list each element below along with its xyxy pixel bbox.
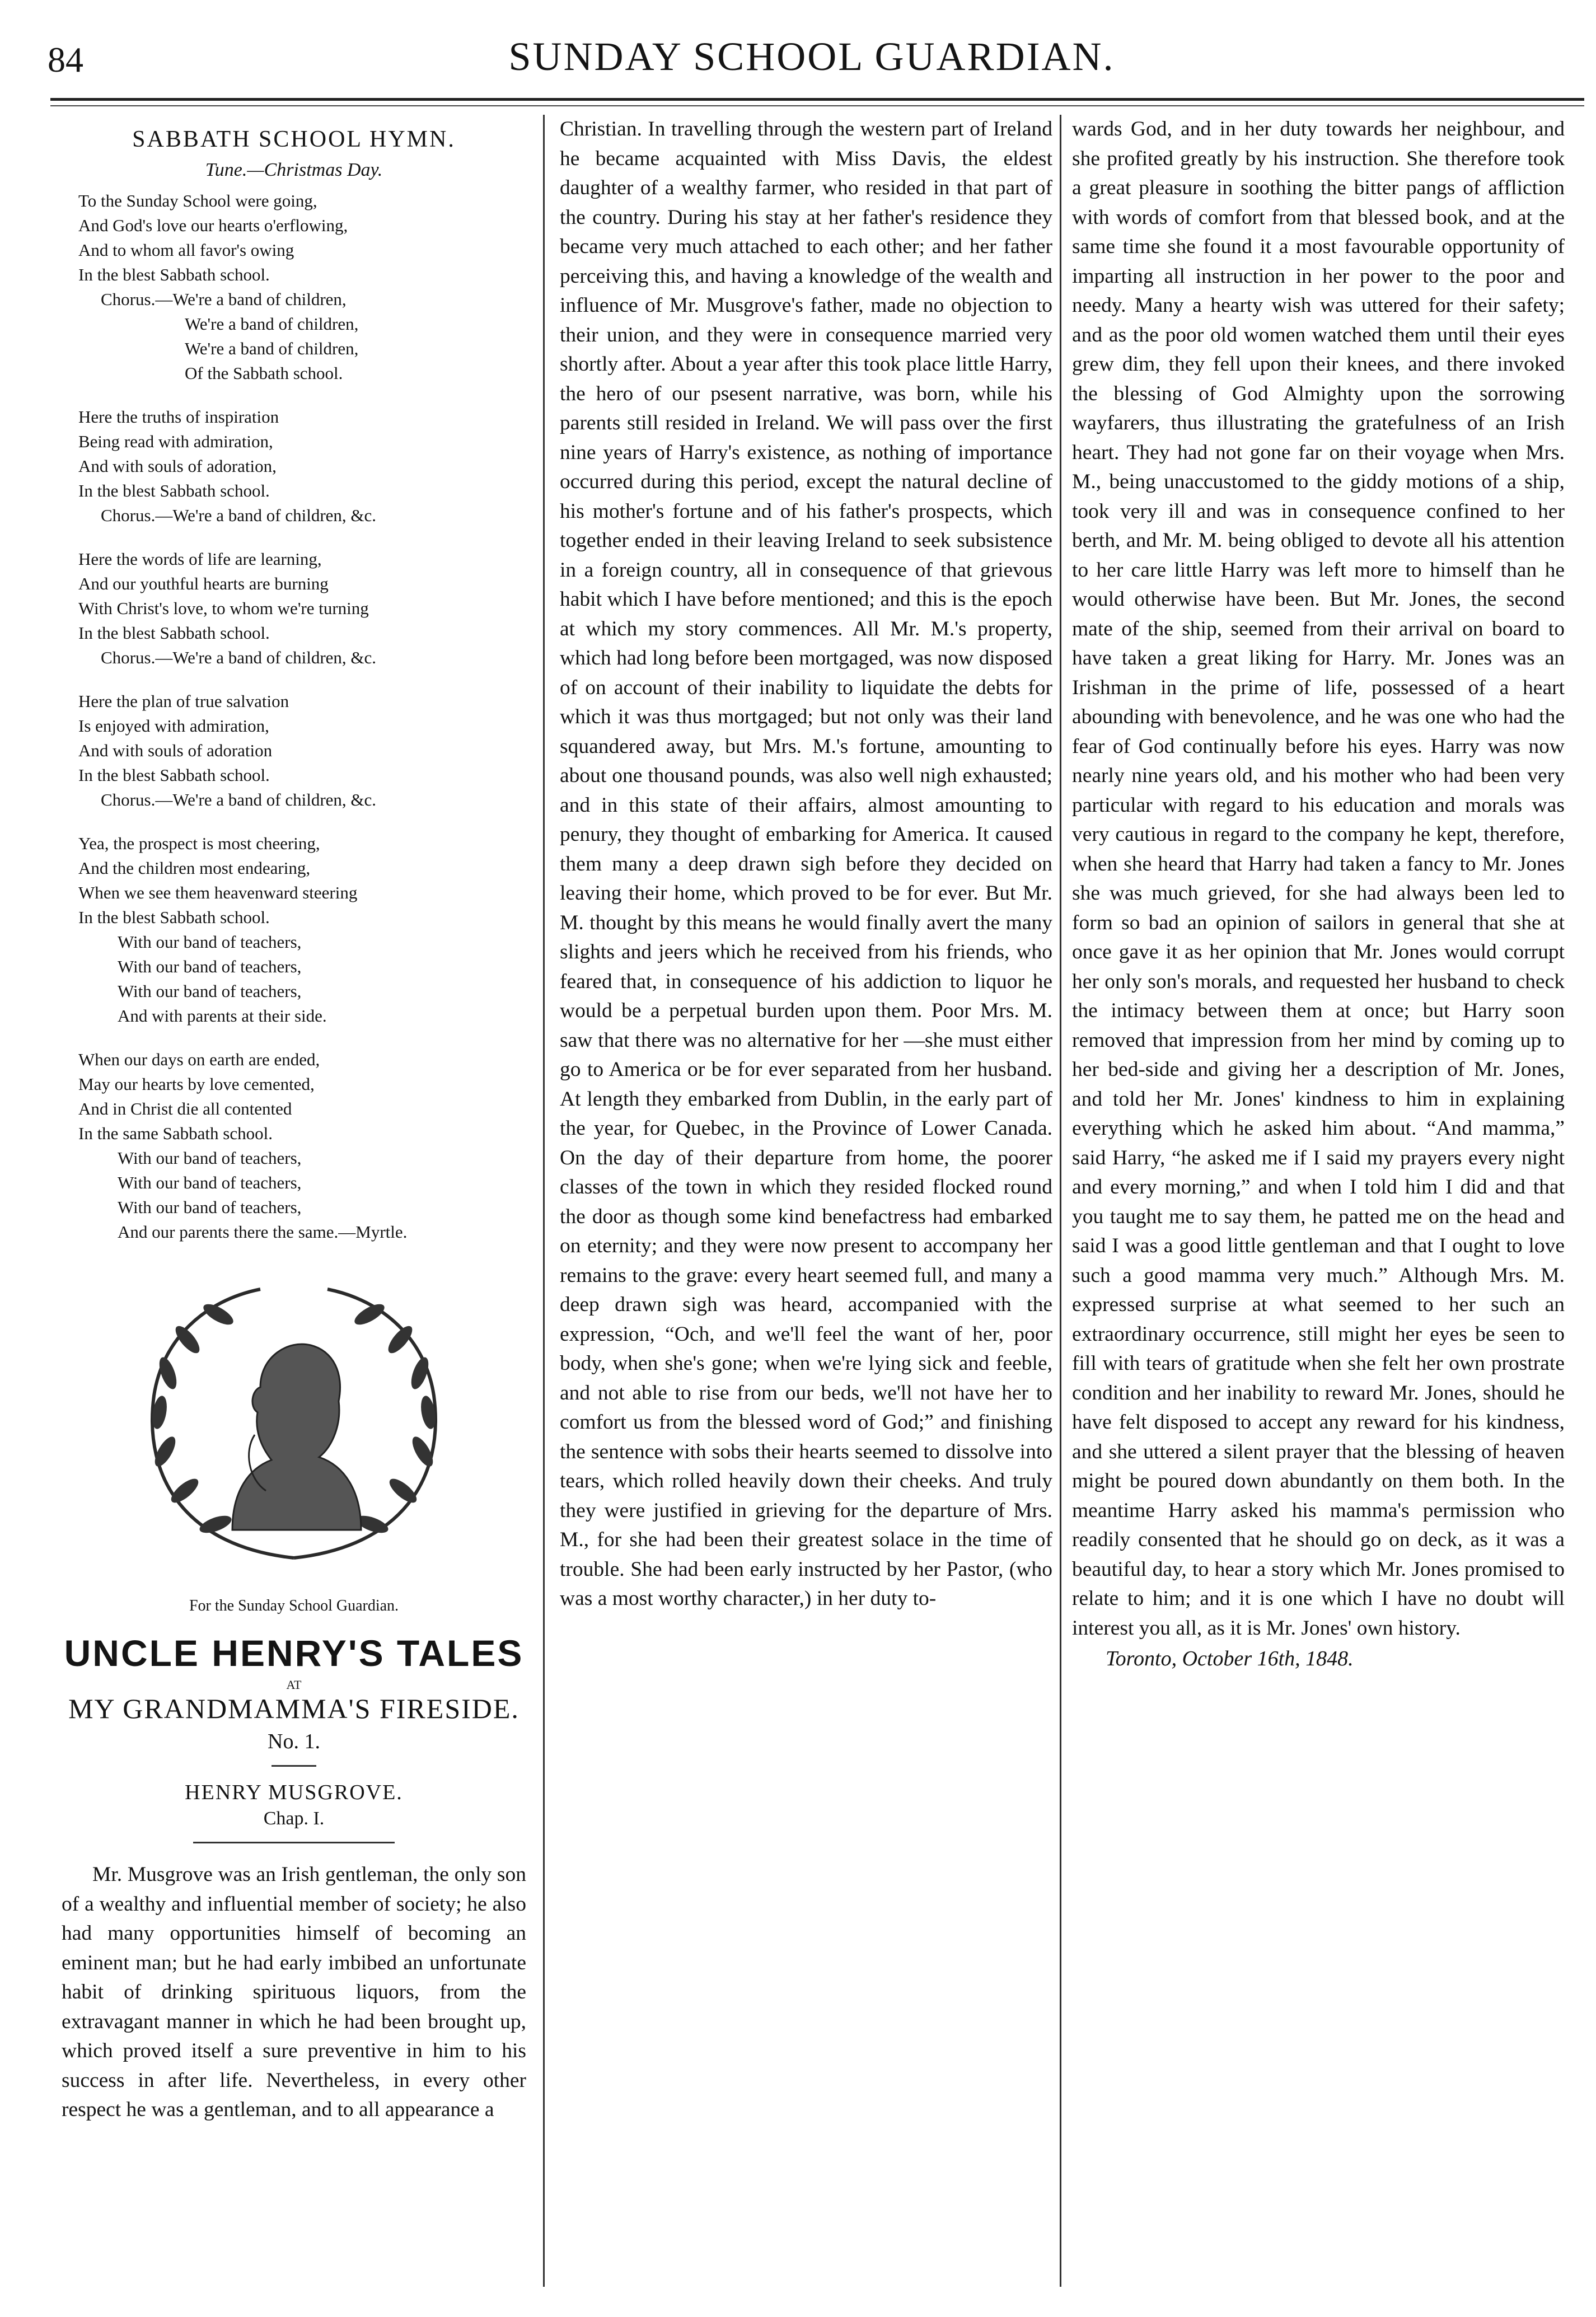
series-title: UNCLE HENRY'S TALES [64,1632,524,1674]
column-middle [560,115,1052,2298]
story-title: HENRY MUSGROVE. [185,1781,403,1804]
hymn-line: In the blest Sabbath school. [78,481,270,500]
hymn-line: Here the words of life are learning, [78,549,322,569]
hymn-line: With Christ's love, to whom we're turning [78,598,369,618]
hymn-line: Of the Sabbath school. [185,363,343,383]
hymn-line: And to whom all favor's owing [78,240,294,260]
engraving-credit: For the Sunday School Guardian. [189,1597,399,1614]
hymn-line: We're a band of children, [185,314,359,334]
hymn-line: May our hearts by love cemented, [78,1074,315,1094]
hymn-stanza [78,1047,526,1244]
hymn-stanza [78,189,526,386]
wreath-portrait-engraving-icon [120,1267,467,1580]
hymn-line: And the children most endearing, [78,858,311,878]
page-number: 84 [48,40,83,79]
series-number: No. 1. [268,1730,320,1753]
hymn-line: When our days on earth are ended, [78,1050,320,1069]
hymn-stanza [78,405,526,528]
page-header [0,22,1596,78]
hymn-line: In the blest Sabbath school. [78,765,270,785]
hymn-signature-line: And our parents there the same.—Myrtle. [118,1222,408,1242]
chapter-heading: Chap. I. [263,1808,325,1829]
hymn-line: In the blest Sabbath school. [78,623,270,643]
hymn-line: With our band of teachers, [118,1148,302,1168]
hymn-line: Here the truths of inspiration [78,407,279,427]
dateline: Toronto, October 16th, 1848. [1106,1647,1354,1670]
hymn-line: In the blest Sabbath school. [78,265,270,284]
series-subtitle: MY GRANDMAMMA'S FIRESIDE. [68,1693,519,1724]
column-right [1072,115,1565,2298]
hymn-chorus: Chorus.—We're a band of children, &c. [101,790,377,809]
hymn-chorus: Chorus.—We're a band of children, [101,289,347,309]
hymn-chorus: Chorus.—We're a band of children, &c. [101,648,377,667]
hymn-line: We're a band of children, [185,339,359,358]
hymn-line: To the Sunday School were going, [78,191,317,210]
story-text-col2: Christian. In travelling through the western part of Ireland he became acquainted with Miss Davis, the eldest daughter of a wealthy farmer, who resided in that part of the country. During his stay at her father's residence they became very much attached to each other; and her father perceiving this, and having a knowledge of the wealth and influence of Mr. Musgrove's father, made no objection to their union, and they were in consequence married very shortly after. About a year after this took place little Harry, the hero of our psesent narrative, was born, while his parents still resided in Ireland. We will pass over the first nine years of Harry's existence, as nothing of importance occurred during this period, except the natural decline of his mother's fortune and of his father's prospects, which together ended in their leaving Ireland to seek subsistence in a foreign country, all in consequence of that grievous habit which I have before mentioned; and this is the epoch at which my story commences. All Mr. M.'s property, which had long before been mortgaged, was now disposed of on account of their inability to liquidate the debts for which it was thus mortgaged; but not only was their land squandered away, but Mrs. M.'s fortune, amounting to about one thousand pounds, was also well nigh exhausted; and in this state of their affairs, almost amounting to penury, they thought of embarking for America. It caused them many a deep drawn sigh before they decided on leaving their home, which proved to be for ever. But Mr. M. thought by this means he would finally avert the many slights and jeers which he received from his friends, who feared that, in consequence of his addiction to liquor he would be a perpetual burden upon them. Poor Mrs. M. saw that there was no alternative for her —she must either go to America or be for ever separated from her husband. At length they embarked from Dublin, in the early part of the year, for Quebec, in the Province of Lower Canada. On the day of their departure from home, the poorer classes of the town in which they resided flocked round the door as though some kind benefactress had embarked on eternity; and they were now present to accompany her remains to the grave: every heart seemed full, and many a deep drawn sigh was heard, accompanied with the expression, “Och, and we'll feel the want of her, poor body, when she's gone; when we're lying sick and feeble, and not able to rise from our beds, we'll not have her to comfort us from the blessed word of God;” and finishing the sentence with sobs their hearts seemed to dissolve into tears, which rolled heavily down their cheeks. And truly they were justified in grieving for the departure of Mrs. M., for she had been their greatest solace in the time of trouble. She had been early instructed by her Pastor, (who was a most worthy character,) in her duty to- [560,118,1052,1610]
column-divider [543,115,545,2287]
hymn-line: When we see them heavenward steering [78,883,358,902]
column-left [62,115,526,2298]
hymn-line: With our band of teachers, [118,957,302,976]
header-rule [50,98,1584,101]
header-rule-thin [50,105,1584,106]
column-divider [1060,115,1061,2287]
hymn-line: And God's love our hearts o'erflowing, [78,216,348,235]
hymn-line: In the blest Sabbath school. [78,907,270,927]
divider [193,1842,395,1843]
running-title: SUNDAY SCHOOL GUARDIAN. [508,34,1115,79]
divider [272,1765,316,1767]
hymn-line: In the same Sabbath school. [78,1124,273,1143]
series-at: AT [286,1678,302,1692]
hymn-line: And with souls of adoration, [78,456,277,476]
hymn-line: With our band of teachers, [118,981,302,1001]
hymn-line: With our band of teachers, [118,1197,302,1217]
hymn-stanza [78,547,526,670]
hymn-line: Is enjoyed with admiration, [78,716,269,736]
hymn-title: SABBATH SCHOOL HYMN. [132,127,456,152]
hymn-line: And our youthful hearts are burning [78,574,329,593]
hymn-line: Here the plan of true salvation [78,691,289,711]
hymn-line: With our band of teachers, [118,932,302,952]
hymn-stanza [78,831,526,1028]
hymn-line: Being read with admiration, [78,432,273,451]
hymn-line: And with souls of adoration [78,741,273,760]
hymn-stanza [78,689,526,812]
hymn-tune: Tune.—Christmas Day. [205,160,383,180]
story-text-col1: Mr. Musgrove was an Irish gentleman, the only son of a wealthy and influential member of society; he also had many opportunities himself of becoming an eminent man; but he had early imbibed an unfortunate habit of drinking spirituous liquors, from the extravagant manner in which he had been brought up, which proved itself a sure preventive in him to his success in after life. Nevertheless, in every other respect he was a gentleman, and to all appearance a [62,1863,526,2121]
hymn-line: With our band of teachers, [118,1173,302,1192]
hymn-line: Yea, the prospect is most cheering, [78,834,320,853]
hymn-line: And in Christ die all contented [78,1099,292,1118]
hymn-line: And with parents at their side. [118,1006,327,1026]
hymn-chorus: Chorus.—We're a band of children, &c. [101,505,377,525]
story-text-col3: wards God, and in her duty towards her neighbour, and she profited greatly by his instruction. She therefore took a great pleasure in soothing the bitter pangs of affliction with words of comfort from that blessed book, and at the same time she found it a most favourable opportunity of imparting all instruction in her power to the poor and needy. Many a hearty wish was uttered for their safety; and as the poor old women watched them until their eyes grew dim, they fell upon their knees, and there invoked the blessing of God Almighty upon the sorrowing wayfarers, thus illustrating the gratefulness of an Irish heart. They had not gone far on their voyage when Mrs. M., being unaccustomed to the giddy motions of a ship, took very ill and was in consequence confined to her berth, and Mr. M. being obliged to devote all his attention to her care little Harry was left more to himself than he would otherwise have been. But Mr. Jones, the second mate of the ship, seemed from their arrival on board to have taken a great liking for Harry. Mr. Jones was an Irishman in the prime of life, possessed of a heart abounding with benevolence, and he was one who had the fear of God continually before his eyes. Harry was now nearly nine years old, and his mother who had been very particular with regard to his education and morals was very cautious in regard to the company he kept, therefore, when she heard that Harry had taken a fancy to Mr. Jones she was much grieved, for she had always been led to form so bad an opinion of sailors in general that she at once gave it as her opinion that Mr. Jones would corrupt her only son's morals, and requested her husband to check the intimacy between them at once; but Harry soon removed that impression from her mind by coming up to her bed-side and giving her a description of Mr. Jones, and told her Mr. Jones' kindness to him in explaining everything which he asked him about. “And mamma,” said Harry, “he asked me if I said my prayers every night and every morning,” and when I told him I did and that you taught me to say them, he patted me on the head and said I was a good little gentleman and that I ought to love such a good mamma very much.” Although Mrs. M. expressed surprise at what seemed to her such an extraordinary occurrence, still might her eyes be seen to fill with tears of gratitude when she felt her own prostrate condition and her inability to reward Mr. Jones, should he have felt disposed to accept any reward for his kindness, and she uttered a silent prayer that the blessing of heaven might be poured down abundantly on them both. In the meantime Harry asked his mamma's permission who readily consented that he should go on deck, as it was a beautiful day, to hear a story which Mr. Jones promised to relate to him; and it is one which I have no doubt will interest you all, as it is Mr. Jones' own history. [1072,118,1565,1640]
